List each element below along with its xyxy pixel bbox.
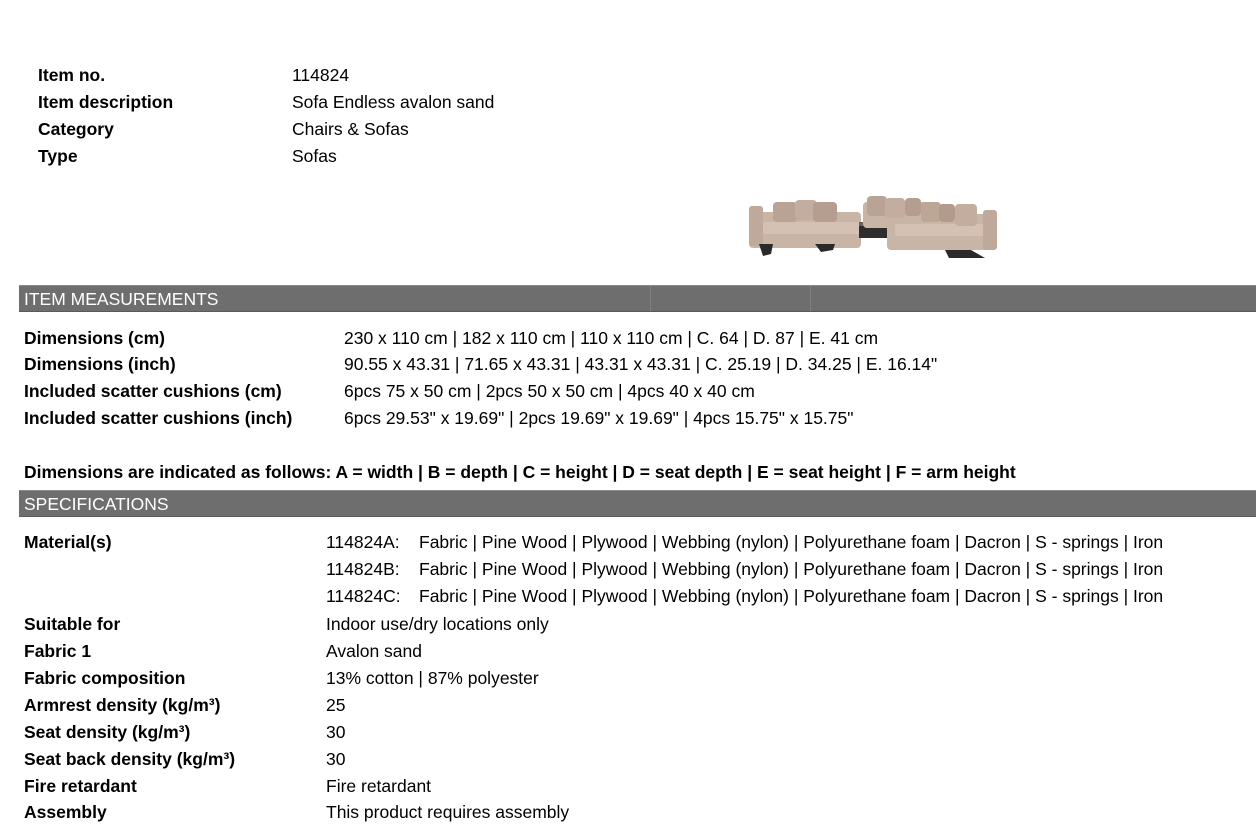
category-value: Chairs & Sofas	[292, 119, 409, 139]
item-no-label: Item no.	[38, 65, 106, 85]
material-value: Fabric | Pine Wood | Plywood | Webbing (nylon) | Polyurethane foam | Dacron | S - springs | Iron	[419, 586, 1164, 606]
material-code: 114824C:	[326, 586, 401, 606]
scatter-cushions-cm-value: 6pcs 75 x 50 cm | 2pcs 50 x 50 cm | 4pcs 40 x 40 cm	[344, 381, 755, 401]
sofa-product-image	[745, 192, 1001, 260]
item-no-value: 114824	[292, 65, 350, 85]
specifications-header	[19, 490, 1256, 517]
specifications-title: SPECIFICATIONS	[24, 494, 169, 514]
item-description-value: Sofa Endless avalon sand	[292, 92, 495, 112]
seat-back-density-label: Seat back density (kg/m³)	[24, 749, 236, 769]
material-value: Fabric | Pine Wood | Plywood | Webbing (nylon) | Polyurethane foam | Dacron | S - springs | Iron	[419, 532, 1164, 552]
scatter-cushions-inch-value: 6pcs 29.53" x 19.69" | 2pcs 19.69" x 19.69" | 4pcs 15.75" x 15.75"	[344, 408, 854, 428]
seat-back-density-value: 30	[326, 749, 346, 769]
scatter-cushions-cm-label: Included scatter cushions (cm)	[24, 381, 282, 401]
dimensions-inch-value: 90.55 x 43.31 | 71.65 x 43.31 | 43.31 x 43.31 | C. 25.19 | D. 34.25 | E. 16.14"	[344, 354, 938, 374]
category-label: Category	[38, 119, 114, 139]
fabric-composition-value: 13% cotton | 87% polyester	[326, 668, 539, 688]
type-label: Type	[38, 146, 78, 166]
fire-retardant-label: Fire retardant	[24, 776, 137, 796]
armrest-density-value: 25	[326, 695, 346, 715]
dimensions-inch-label: Dimensions (inch)	[24, 354, 176, 374]
assembly-value: This product requires assembly	[326, 802, 570, 822]
dimensions-cm-value: 230 x 110 cm | 182 x 110 cm | 110 x 110 cm | C. 64 | D. 87 | E. 41 cm	[344, 328, 879, 348]
type-value: Sofas	[292, 146, 337, 166]
material-code: 114824A:	[326, 532, 400, 552]
material-code: 114824B:	[326, 559, 400, 579]
item-measurements-title: ITEM MEASUREMENTS	[24, 289, 219, 309]
item-description-label: Item description	[38, 92, 174, 112]
fabric-1-label: Fabric 1	[24, 641, 92, 661]
sofa-left-arm	[749, 206, 763, 246]
fabric-composition-label: Fabric composition	[24, 668, 186, 688]
dimensions-cm-label: Dimensions (cm)	[24, 328, 165, 348]
seat-density-label: Seat density (kg/m³)	[24, 722, 191, 742]
item-measurements-header	[19, 285, 1256, 312]
sofa-leg	[759, 244, 773, 256]
fire-retardant-value: Fire retardant	[326, 776, 432, 796]
suitable-for-value: Indoor use/dry locations only	[326, 614, 549, 634]
assembly-label: Assembly	[24, 802, 107, 822]
suitable-for-label: Suitable for	[24, 614, 121, 634]
material-value: Fabric | Pine Wood | Plywood | Webbing (nylon) | Polyurethane foam | Dacron | S - springs | Iron	[419, 559, 1164, 579]
seat-density-value: 30	[326, 722, 346, 742]
scatter-cushions-inch-label: Included scatter cushions (inch)	[24, 408, 293, 428]
fabric-1-value: Avalon sand	[326, 641, 423, 661]
armrest-density-label: Armrest density (kg/m³)	[24, 695, 221, 715]
dimensions-legend: Dimensions are indicated as follows: A = width | B = depth | C = height | D = seat depth | E = seat height | F = arm height	[24, 462, 1016, 482]
materials-label: Material(s)	[24, 532, 112, 552]
